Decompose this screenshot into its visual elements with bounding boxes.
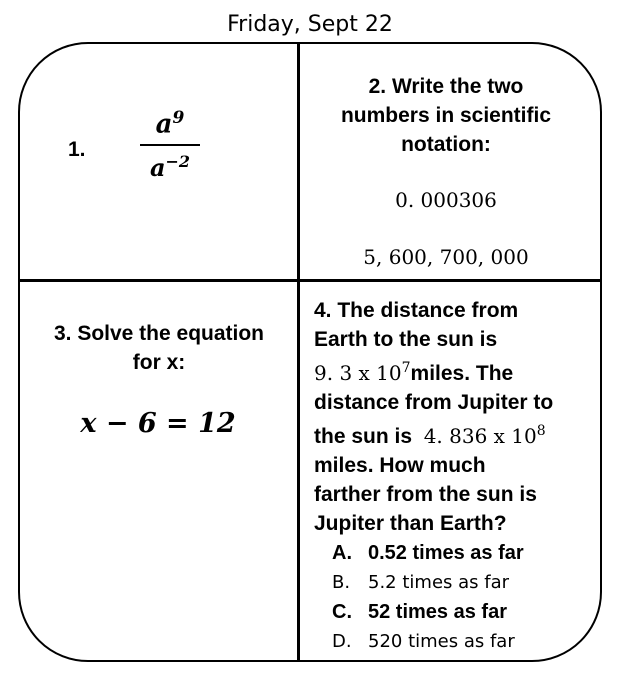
horizontal-divider [18,279,602,282]
date-heading: Friday, Sept 22 [227,12,393,37]
vertical-divider [297,42,300,662]
option-c: C. 52 times as far [332,601,507,623]
q1-numerator: $a^9$ [155,108,185,140]
q1-denominator: $a^{-2}$ [149,151,191,182]
q1-fraction [140,108,200,182]
option-b: B. 5.2 times as far [332,572,510,593]
q2-number-2: 5, 600, 700, 000 [363,245,529,269]
q3-equation: x − 6 = 12 [80,408,236,439]
q2-number-1: 0. 000306 [395,188,497,212]
option-d: D. 520 times as far [332,631,515,652]
q1-number: 1. [68,138,86,161]
q4-prompt: 4. The distance from Earth to the sun is 9. 3 x $10^7miles$. The distance from Jupiter to the sun is 4. 836 x $10^8$ miles. How much farther from the sun is Jupiter than Earth? [314,299,554,535]
q3-prompt: 3. Solve the equation for x: [53,322,265,374]
q2-prompt: 2. Write the two numbers in scientific notation: [340,75,552,156]
fraction-bar [140,144,200,146]
option-a: A. 0.52 times as far [332,542,524,564]
